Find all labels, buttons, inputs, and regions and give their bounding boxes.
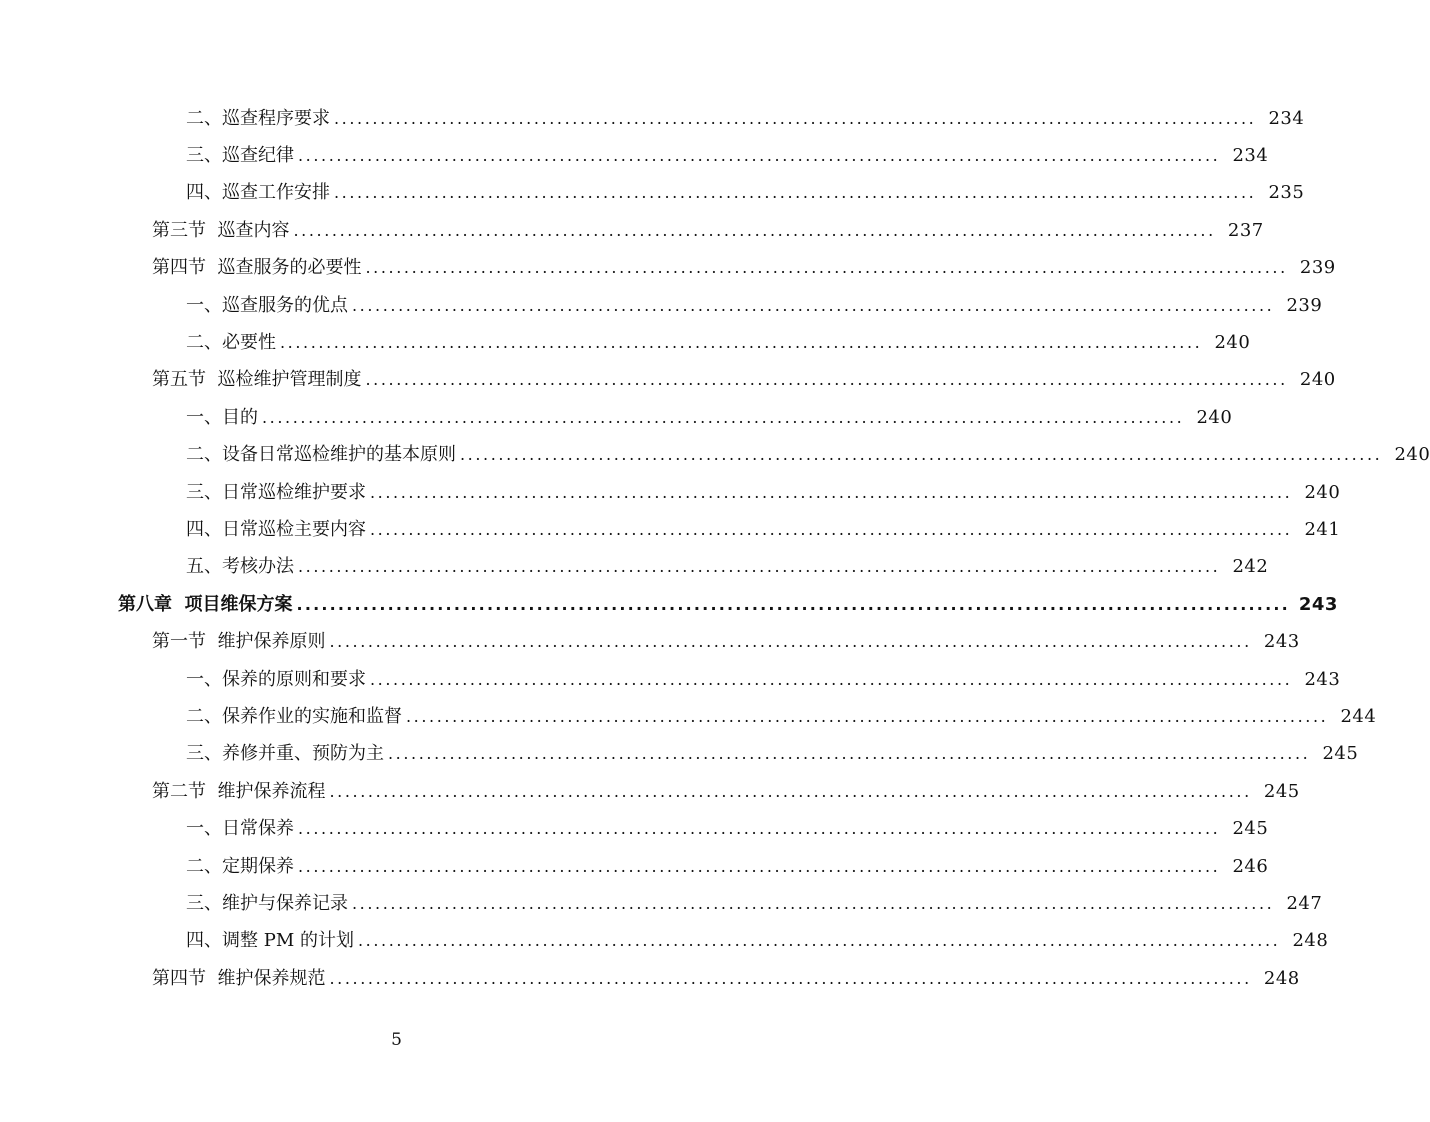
toc-entry-title: 三、日常巡检维护要求: [186, 481, 366, 503]
toc-entry-item[interactable]: [0, 736, 1359, 773]
dot-leader: ........................................................................................................................: [352, 893, 1275, 913]
toc-entry-item[interactable]: [0, 698, 1377, 735]
toc-entry-page-number: 234: [1232, 145, 1269, 167]
dot-leader: ........................................................................................................................: [262, 407, 1185, 427]
toc-entry-page-number: 241: [1304, 518, 1341, 540]
dot-leader: ........................................................................................................................: [298, 819, 1221, 839]
dot-leader: ........................................................................................................................: [329, 781, 1252, 801]
toc-entry-item[interactable]: [0, 399, 1233, 436]
toc-entry-title: 四、调整 PM 的计划: [186, 930, 354, 952]
toc-entry-title: 第八章 项目维保方案: [118, 593, 293, 615]
dot-leader: ........................................................................................................................: [298, 856, 1221, 876]
dot-leader: ........................................................................................................................: [460, 445, 1383, 465]
dot-leader: ........................................................................................................................: [406, 706, 1329, 726]
toc-entry-section[interactable]: [0, 250, 1336, 287]
toc-entry-page-number: 239: [1299, 257, 1336, 279]
toc-entry-page-number: 239: [1286, 294, 1323, 316]
toc-entry-page-number: 235: [1268, 182, 1305, 204]
toc-entry-section[interactable]: [0, 773, 1300, 810]
page-number: 5: [391, 1030, 402, 1050]
toc-entry-item[interactable]: [0, 100, 1305, 137]
toc-entry-page-number: 245: [1263, 780, 1300, 802]
toc-entry-title: 一、保养的原则和要求: [186, 668, 366, 690]
toc-entry-page-number: 243: [1298, 593, 1338, 615]
toc-entry-item[interactable]: [0, 474, 1341, 511]
toc-entry-title: 五、考核办法: [186, 556, 294, 578]
toc-entry-chapter[interactable]: [0, 586, 1338, 623]
toc-entry-title: 二、保养作业的实施和监督: [186, 705, 402, 727]
dot-leader: ........................................................................................................................: [334, 108, 1257, 128]
toc-entry-section[interactable]: [0, 623, 1300, 660]
dot-leader: ........................................................................................................................: [298, 557, 1221, 577]
dot-leader: ........................................................................................................................: [329, 632, 1252, 652]
toc-entry-title: 四、巡查工作安排: [186, 182, 330, 204]
toc-entry-title: 一、巡查服务的优点: [186, 294, 348, 316]
table-of-contents: [0, 100, 1430, 997]
toc-entry-page-number: 240: [1299, 369, 1336, 391]
toc-entry-item[interactable]: [0, 511, 1341, 548]
toc-entry-page-number: 240: [1304, 481, 1341, 503]
toc-entry-page-number: 240: [1394, 444, 1430, 466]
toc-entry-item[interactable]: [0, 175, 1305, 212]
toc-entry-page-number: 237: [1227, 219, 1264, 241]
dot-leader: ........................................................................................................................: [329, 968, 1252, 988]
dot-leader: ........................................................................................................................: [298, 146, 1221, 166]
toc-entry-item[interactable]: [0, 661, 1341, 698]
dot-leader: ........................................................................................................................: [334, 183, 1257, 203]
toc-entry-title: 第四节 维护保养规范: [152, 967, 326, 989]
dot-leader: ........................................................................................................................: [370, 669, 1293, 689]
toc-entry-page-number: 245: [1322, 743, 1359, 765]
dot-leader: ........................................................................................................................: [280, 333, 1203, 353]
toc-entry-title: 一、目的: [186, 406, 258, 428]
dot-leader: ........................................................................................................................: [365, 258, 1288, 278]
toc-entry-item[interactable]: [0, 324, 1251, 361]
toc-entry-title: 第三节 巡查内容: [152, 219, 290, 241]
toc-entry-page-number: 248: [1263, 967, 1300, 989]
toc-entry-section[interactable]: [0, 362, 1336, 399]
toc-entry-item[interactable]: [0, 810, 1269, 847]
dot-leader: ........................................................................................................................: [370, 482, 1293, 502]
dot-leader: ........................................................................................................................: [352, 295, 1275, 315]
toc-entry-item[interactable]: [0, 549, 1269, 586]
toc-entry-section[interactable]: [0, 212, 1264, 249]
toc-entry-title: 三、巡查纪律: [186, 145, 294, 167]
toc-entry-item[interactable]: [0, 848, 1269, 885]
toc-entry-page-number: 242: [1232, 556, 1269, 578]
toc-entry-title: 一、日常保养: [186, 818, 294, 840]
dot-leader: ........................................................................................................................: [293, 220, 1216, 240]
toc-entry-item[interactable]: [0, 885, 1323, 922]
toc-entry-page-number: 247: [1286, 892, 1323, 914]
toc-entry-item[interactable]: [0, 437, 1430, 474]
toc-entry-title: 四、日常巡检主要内容: [186, 518, 366, 540]
toc-entry-title: 第二节 维护保养流程: [152, 780, 326, 802]
toc-entry-title: 二、设备日常巡检维护的基本原则: [186, 444, 456, 466]
dot-leader: ........................................................................................................................: [365, 370, 1288, 390]
toc-entry-page-number: 240: [1196, 406, 1233, 428]
toc-entry-page-number: 243: [1263, 631, 1300, 653]
dot-leader: ........................................................................................................................: [388, 744, 1311, 764]
toc-entry-title: 二、必要性: [186, 332, 276, 354]
toc-entry-title: 三、维护与保养记录: [186, 892, 348, 914]
toc-entry-page-number: 248: [1292, 930, 1329, 952]
toc-entry-page-number: 245: [1232, 818, 1269, 840]
toc-entry-title: 二、定期保养: [186, 855, 294, 877]
toc-entry-page-number: 243: [1304, 668, 1341, 690]
dot-leader: ........................................................................................................................: [358, 931, 1281, 951]
toc-entry-title: 第五节 巡检维护管理制度: [152, 369, 362, 391]
toc-entry-title: 第四节 巡查服务的必要性: [152, 257, 362, 279]
toc-entry-section[interactable]: [0, 960, 1300, 997]
dot-leader: ........................................................................................................................: [296, 594, 1290, 614]
toc-entry-page-number: 246: [1232, 855, 1269, 877]
toc-entry-title: 二、巡查程序要求: [186, 107, 330, 129]
toc-entry-page-number: 234: [1268, 107, 1305, 129]
toc-entry-title: 三、养修并重、预防为主: [186, 743, 384, 765]
toc-entry-title: 第一节 维护保养原则: [152, 631, 326, 653]
toc-entry-page-number: 240: [1214, 332, 1251, 354]
toc-entry-item[interactable]: [0, 923, 1329, 960]
toc-entry-item[interactable]: [0, 287, 1323, 324]
toc-entry-item[interactable]: [0, 137, 1269, 174]
toc-entry-page-number: 244: [1340, 705, 1377, 727]
dot-leader: ........................................................................................................................: [370, 519, 1293, 539]
